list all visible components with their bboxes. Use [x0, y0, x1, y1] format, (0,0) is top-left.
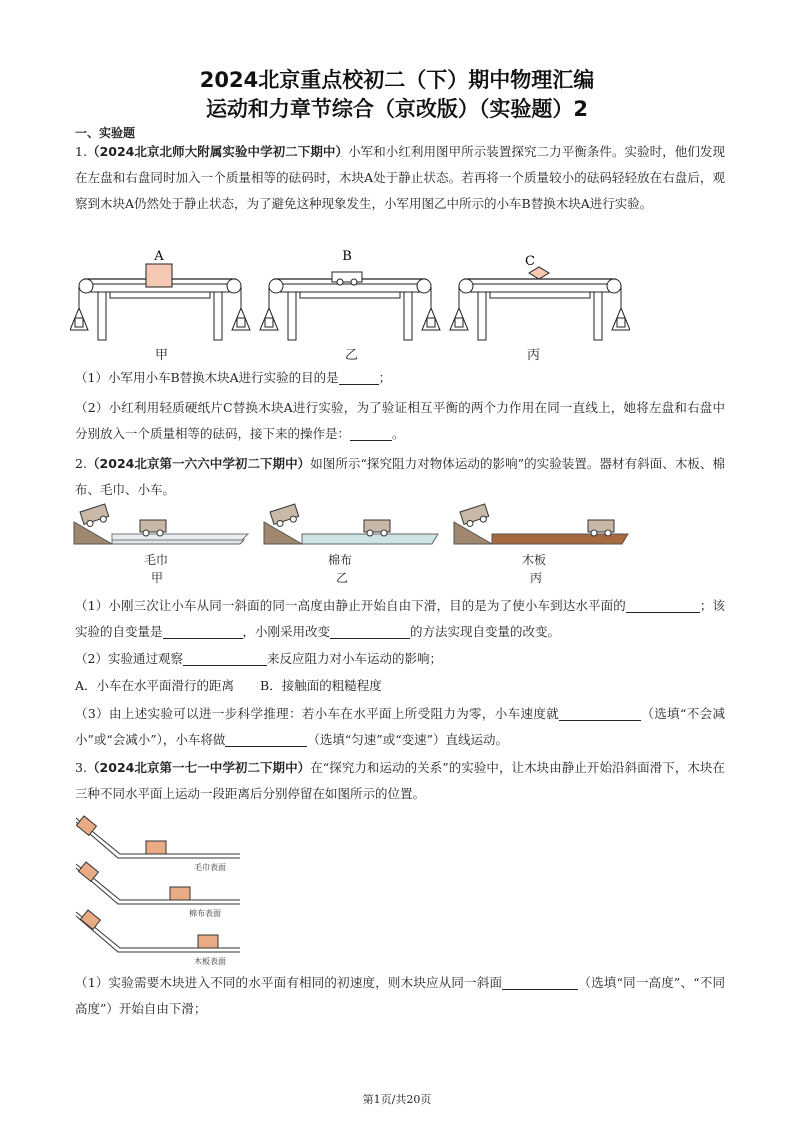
q2-sub1: （1）小刚三次让小车从同一斜面的同一高度由静止开始自由下滑，目的是为了使小车到达水平面的 ；该实验的自变量是 ，小刚采用改变 的方法实现自变量的改变。 [75, 598, 725, 639]
block-a [146, 264, 172, 287]
cart-b [332, 272, 362, 282]
q1-sub2: （2）小红利用轻质硬纸片C替换木块A进行实验，为了验证相互平衡的两个力作用在同一直线上，她将左盘和右盘中分别放入一个质量相等的砝码，接下来的操作是： 。 [75, 400, 725, 441]
q2-figure [70, 500, 630, 550]
caption-q2-bing: 丙 [530, 571, 543, 585]
option-b: B．接触面的粗糙程度 [260, 678, 382, 693]
q2-sub2: （2）实验通过观察 来反应阻力对小车运动的影响； [75, 651, 442, 666]
option-a: A．小车在水平面滑行的距离 [75, 678, 235, 693]
q3-source: （2024北京第一七一中学初二下期中） [86, 760, 311, 775]
surface-wood: 木板 [522, 553, 547, 567]
label-c: C [525, 254, 535, 269]
q2-source: （2024北京第一六六中学初二下期中） [86, 456, 311, 471]
q1-source: （2024北京北师大附属实验中学初二下期中） [86, 144, 349, 159]
block-towel [146, 841, 166, 854]
q1-sub1: （1）小军用小车B替换木块A进行实验的目的是 ； [75, 370, 392, 385]
q3-sub1: （1）实验需要木块进入不同的水平面有相同的初速度，则木块应从同一斜面 （选填“同一高度”、“不同高度”）开始自由下滑； [75, 975, 725, 1016]
label-b: B [342, 249, 352, 264]
surface-towel: 毛巾 [144, 553, 169, 567]
q3-stem: 3.（2024北京第一七一中学初二下期中）在“探究力和运动的关系”的实验中，让木块由静止开始沿斜面滑下，木块在三种不同水平面上运动一段距离后分别停留在如图所示的位置。 [75, 760, 725, 801]
block-cotton [170, 887, 190, 900]
caption-yi: 乙 [345, 348, 359, 363]
label-towel-surface: 毛巾表面 [194, 863, 226, 872]
title-line-1: 2024北京重点校初二（下）期中物理汇编 [199, 68, 595, 92]
title-line-2: 运动和力章节综合（京改版）（实验题）2 [205, 97, 589, 121]
label-a: A [154, 249, 164, 264]
label-cotton-surface: 棉布表面 [189, 909, 221, 918]
q2-options [75, 673, 725, 699]
q2-sub3: （3）由上述实验可以进一步科学推理：若小车在水平面上所受阻力为零，小车速度就 （选填“不会减小”或“会减小”），小车将做 （选填“匀速”或“变速”）直线运动。 [75, 706, 725, 747]
page-footer: 第1页/共20页 [362, 1093, 432, 1106]
caption-jia: 甲 [155, 348, 169, 363]
block-wood [198, 935, 218, 948]
surface-cotton: 棉布 [328, 553, 353, 567]
q3-figure [70, 808, 270, 966]
q1-stem: 1.（2024北京北师大附属实验中学初二下期中）小军和小红利用图甲所示装置探究二力平衡条件。实验时，他们发现在左盘和右盘同时加入一个质量相等的砝码时，木块A处于静止状态。若再将一个质量较小的砝码轻轻放在右盘后，观察到木块A仍然处于静止状态，为了避免这种现象发生，小军用图乙中所示的小车B替换木块A进行实验。 [75, 144, 725, 211]
label-wood-surface: 木板表面 [194, 957, 226, 966]
caption-bing: 丙 [527, 348, 541, 363]
caption-q2-jia: 甲 [151, 571, 164, 585]
section-heading: 一、实验题 [75, 126, 136, 140]
caption-q2-yi: 乙 [336, 571, 349, 585]
q2-stem: 2.（2024北京第一六六中学初二下期中）如图所示“探究阻力对物体运动的影响”的实验装置。器材有斜面、木板、棉布、毛巾、小车。 [75, 456, 725, 497]
